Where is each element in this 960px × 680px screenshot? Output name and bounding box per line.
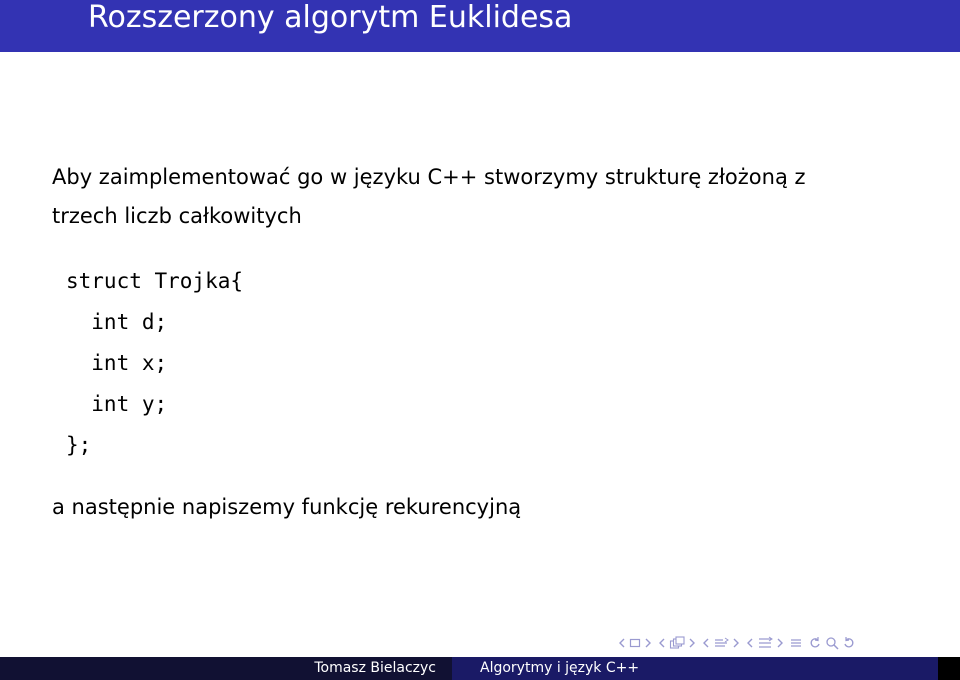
align-icon[interactable] bbox=[790, 637, 802, 649]
title-bar bbox=[0, 0, 960, 52]
code-line-2: int d; bbox=[66, 310, 168, 334]
code-line-1: struct Trojka{ bbox=[66, 269, 244, 293]
prev-slide-icon[interactable] bbox=[746, 637, 754, 649]
footer-bar bbox=[0, 657, 960, 680]
code-line-3: int x; bbox=[66, 351, 168, 375]
prev-subsection-icon[interactable] bbox=[658, 637, 666, 649]
slide-title: Rozszerzony algorytm Euklidesa bbox=[88, 0, 573, 35]
subsection-icon[interactable] bbox=[669, 636, 685, 650]
next-slide-icon[interactable] bbox=[776, 637, 784, 649]
undo-icon[interactable] bbox=[808, 636, 822, 650]
code-line-5: }; bbox=[66, 433, 92, 457]
next-section-icon[interactable] bbox=[732, 637, 740, 649]
footer-author: Tomasz Bielaczyc bbox=[0, 657, 452, 680]
navigation-bar bbox=[618, 633, 856, 653]
next-subsection-icon[interactable] bbox=[688, 637, 696, 649]
next-frame-icon[interactable] bbox=[644, 637, 652, 649]
redo-icon[interactable] bbox=[842, 636, 856, 650]
intro-line-1: Aby zaimplementować go w języku C++ stworzymy strukturę złożoną z bbox=[52, 165, 806, 189]
prev-section-icon[interactable] bbox=[702, 637, 710, 649]
section-icon[interactable] bbox=[713, 636, 729, 650]
slide-icon[interactable] bbox=[757, 636, 773, 650]
code-line-4: int y; bbox=[66, 392, 168, 416]
search-icon[interactable] bbox=[825, 636, 839, 650]
prev-frame-icon[interactable] bbox=[618, 637, 626, 649]
frame-icon[interactable] bbox=[629, 637, 641, 649]
intro-line-2: trzech liczb całkowitych bbox=[52, 204, 302, 228]
footer-title: Algorytmy i język C++ bbox=[452, 657, 938, 680]
outro-line: a następnie napiszemy funkcję rekurencyjną bbox=[52, 495, 522, 519]
